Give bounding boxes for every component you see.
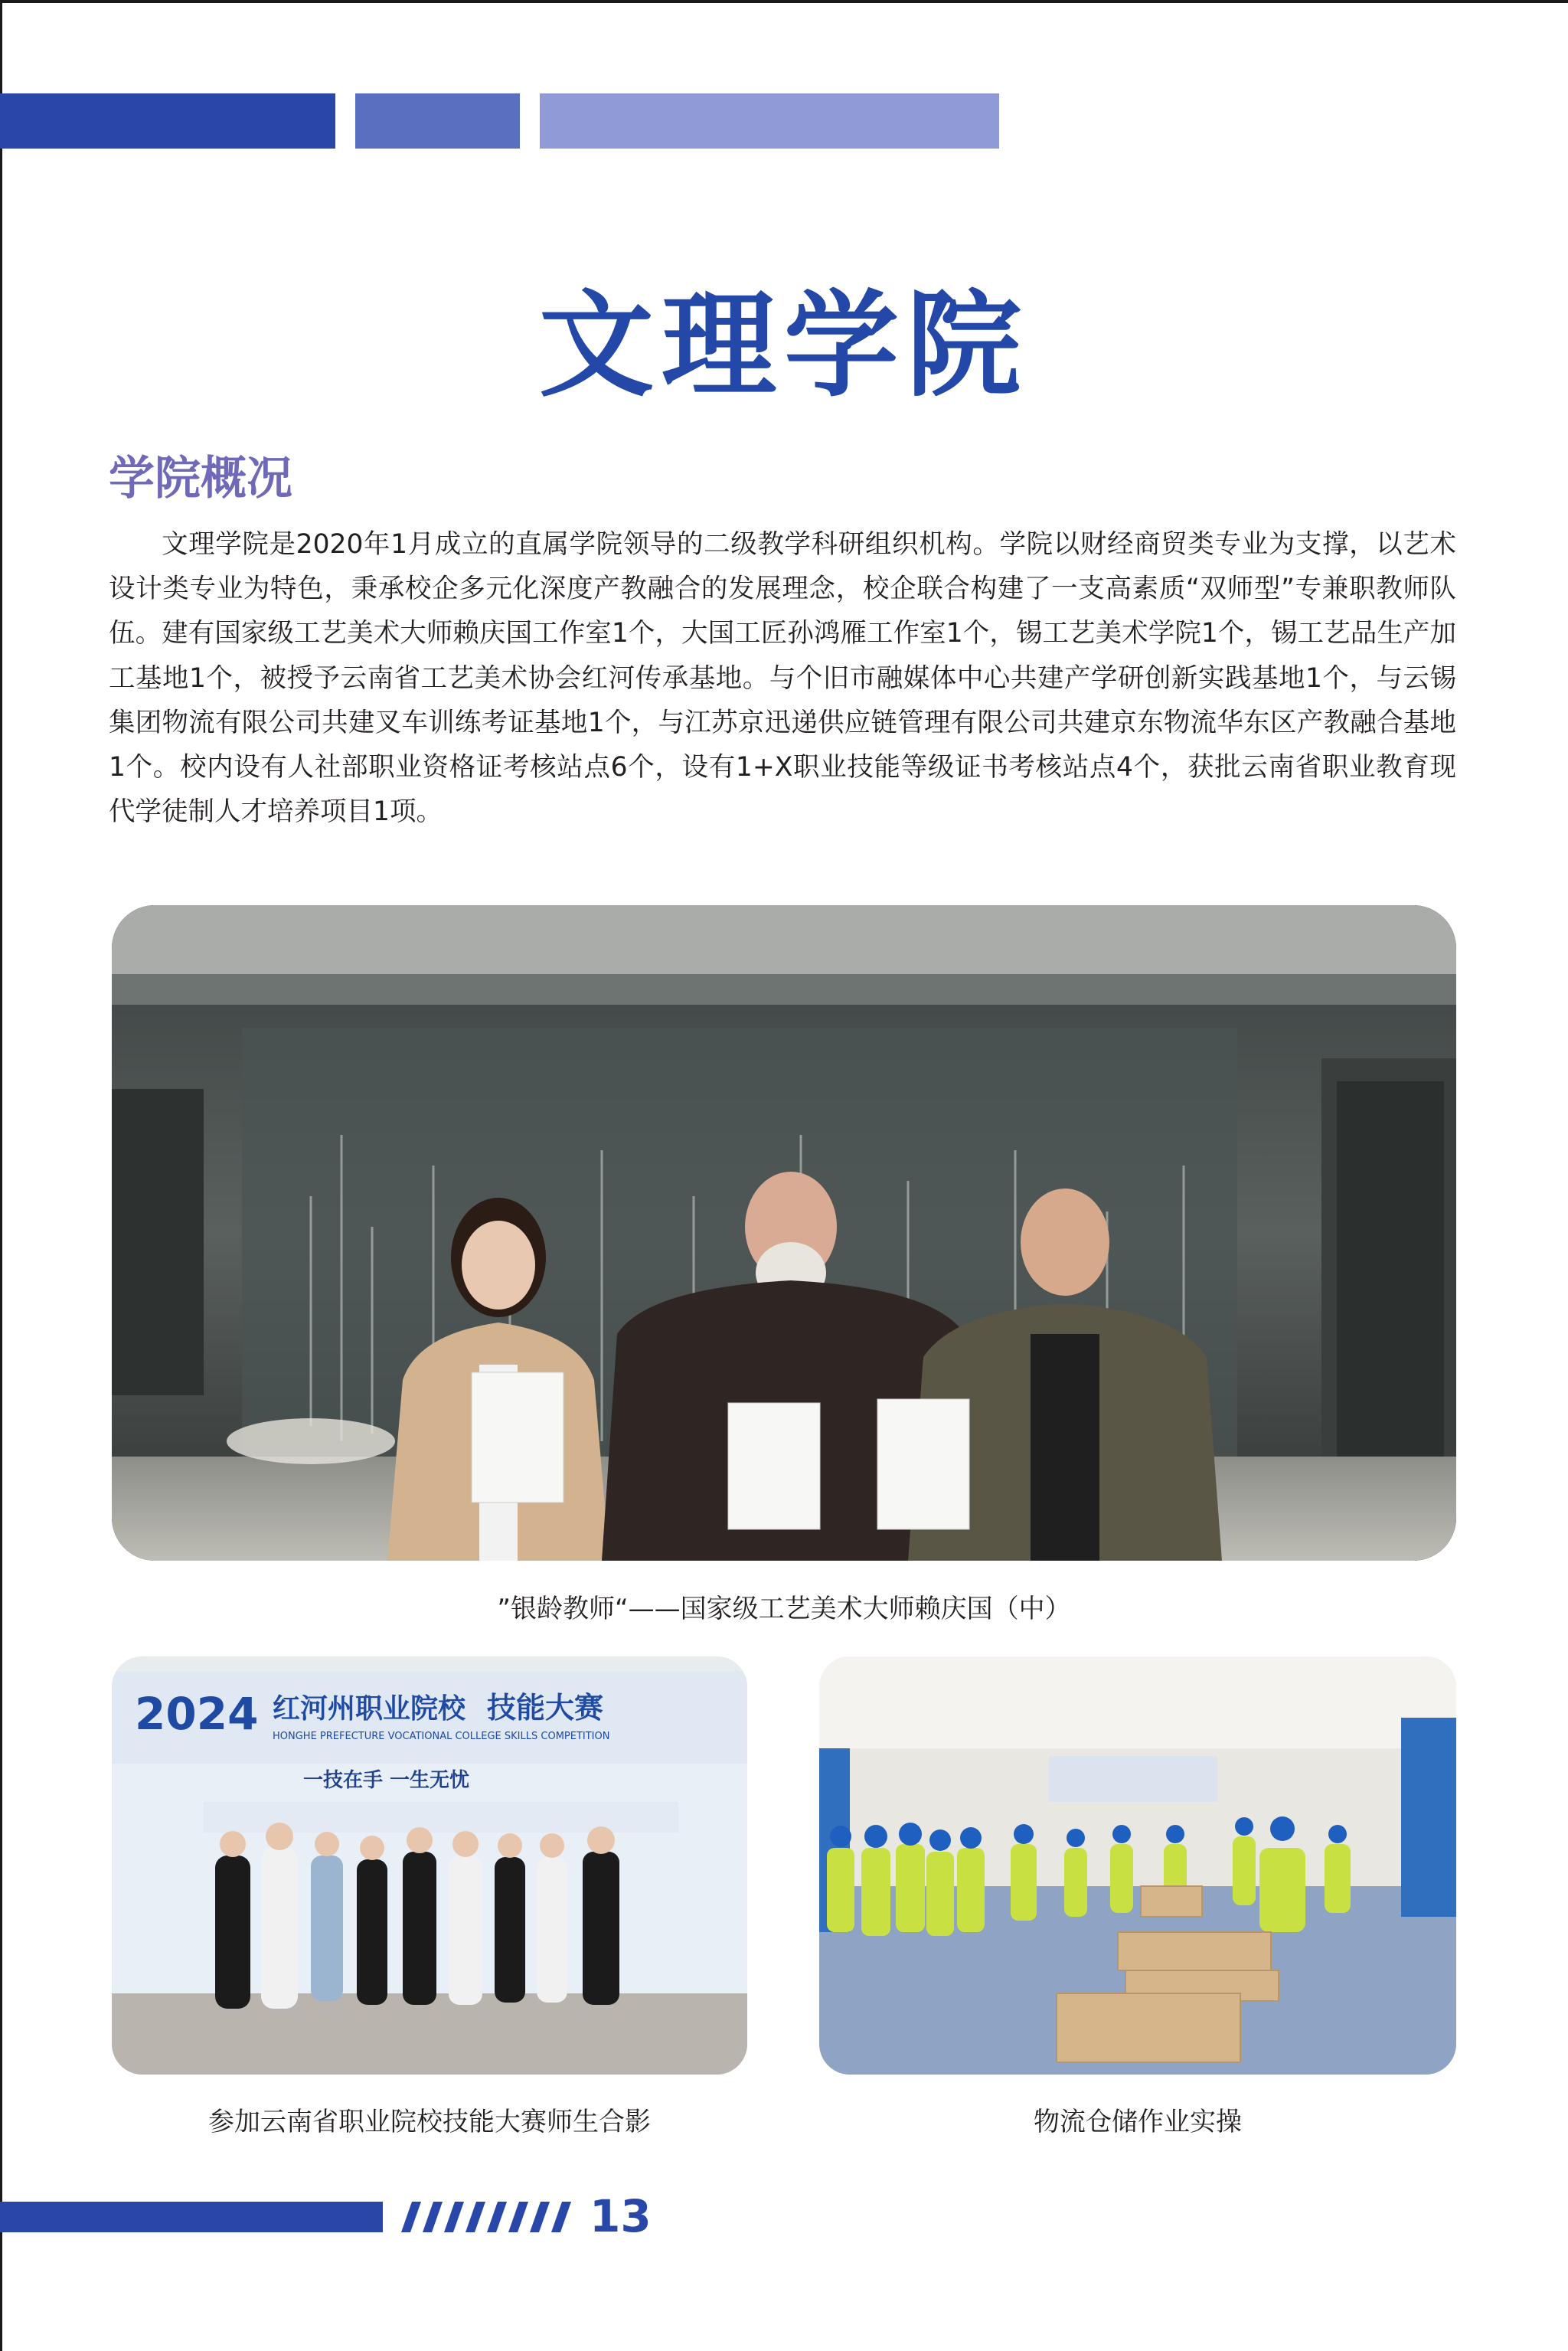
header-band-mid [355,93,520,149]
banner-year: 2024 [135,1688,259,1740]
page-title: 文理学院 [538,280,1029,413]
banner-title-b: 技能大赛 [487,1690,604,1725]
main-photo [112,905,1456,1561]
section-heading: 学院概况 [109,452,292,505]
footer-bar [0,2202,383,2232]
competition-photo [112,1656,747,2075]
banner-subtitle: HONGHE PREFECTURE VOCATIONAL COLLEGE SKILLS COMPETITION [273,1731,610,1742]
page-number: 13 [590,2190,652,2242]
warehouse-photo-caption: 物流仓储作业实操 [1034,2107,1242,2137]
top-frame-line [0,0,1568,3]
warehouse-photo-illustration [819,1656,1456,2075]
intro-paragraph: 文理学院是2020年1月成立的直属学院领导的二级教学科研组织机构。学院以财经商贸类专业为支撑，以艺术设计类专业为特色，秉承校企多元化深度产教融合的发展理念，校企联合构建了一支高素质“双师型”专兼职教师队伍。建有国家级工艺美术大师赖庆国工作室1个，大国工匠孙鸿雁工作室1个，锡工艺美术学院1个，锡工艺品生产加工基地1个，被授予云南省工艺美术协会红河传承基地。与个旧市融媒体中心共建产学研创新实践基地1个，与云锡集团物流有限公司共建叉车训练考证基地1个，与江苏京迅递供应链管理有限公司共建京东物流华东区产教融合基地1个。校内设有人社部职业资格证考核站点6个，设有1+X职业技能等级证书考核站点4个，获批云南省职业教育现代学徒制人才培养项目1项。 [109,529,1456,828]
main-photo-illustration [112,905,1456,1561]
main-photo-caption: ”银龄教师“——国家级工艺美术大师赖庆国（中） [497,1594,1071,1624]
footer-stripes [390,2202,582,2232]
header-band-light [540,93,999,149]
header-band-dark [0,93,335,149]
warehouse-photo [819,1656,1456,2075]
competition-photo-caption: 参加云南省职业院校技能大赛师生合影 [208,2107,651,2137]
banner-slogan: 一技在手 一生无忧 [303,1769,470,1792]
banner-title-a: 红河州职业院校 [273,1693,466,1725]
competition-photo-illustration [112,1656,747,2075]
